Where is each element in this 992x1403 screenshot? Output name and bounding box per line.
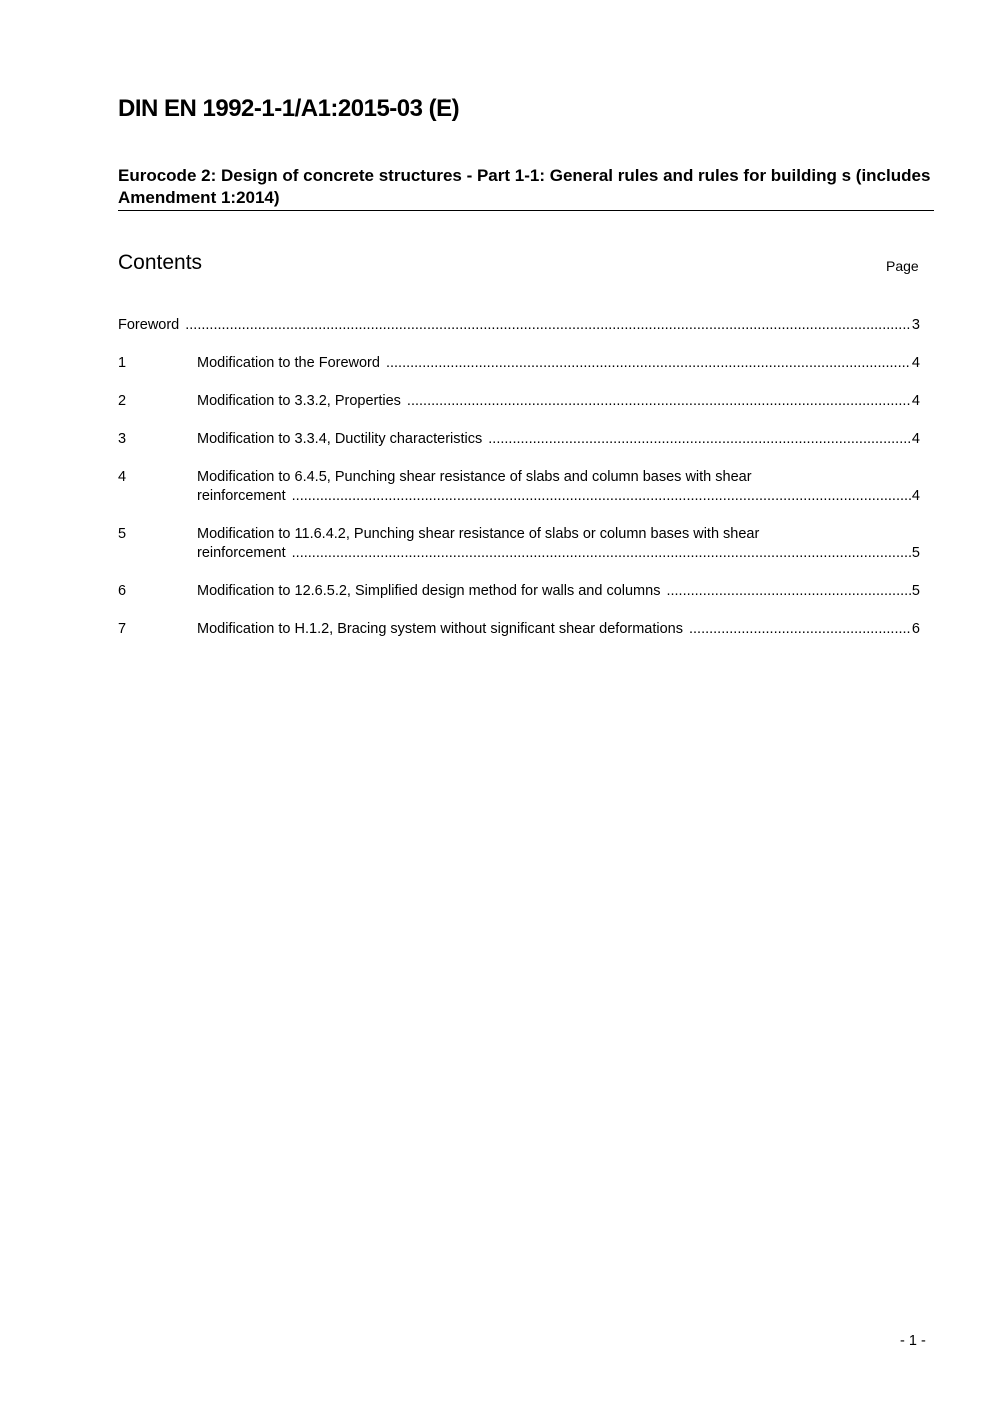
toc-entry-body [197,525,920,563]
toc-entry-6[interactable] [118,582,920,601]
toc-entry-number: 2 [118,393,127,409]
toc-dot-leader [292,544,911,563]
toc-entry-page: 4 [911,355,920,371]
toc-entry-page: 5 [911,583,920,599]
toc-entry-body [197,430,920,449]
toc-entry-page: 6 [911,621,920,637]
toc-entry-5[interactable] [118,525,920,563]
toc-entry-title-first-line: Modification to 6.4.5, Punching shear resistance of slabs and column bases with shear [197,469,752,485]
toc-entry-body [197,468,920,506]
toc-entry-number: 6 [118,583,127,599]
toc-entry-number: 5 [118,526,127,542]
toc-entry-page: 3 [911,317,920,333]
toc-entry-3[interactable] [118,430,920,449]
toc-dot-leader [689,620,911,639]
toc-entry-title-first-line: Modification to 11.6.4.2, Punching shear resistance of slabs or column bases with shear [197,526,760,542]
toc-entry-4[interactable] [118,468,920,506]
toc-entry-body [197,620,920,639]
toc-entry-title: Modification to 3.3.4, Ductility characteristics [197,431,483,447]
toc-dot-leader [488,430,911,449]
toc-entry-title: Modification to 3.3.2, Properties [197,393,401,409]
toc-entry-page: 4 [911,431,920,447]
page-number-footer: - 1 - [900,1333,926,1349]
toc-entry-line [197,392,920,411]
toc-entry-number: 7 [118,621,127,637]
toc-entry-7[interactable] [118,620,920,639]
toc-entry-line [197,620,920,639]
toc-entry-line [118,316,920,335]
contents-heading: Contents [118,251,203,274]
toc-entry-line [197,354,920,373]
toc-entry-body [197,582,920,601]
toc-entry-2[interactable] [118,392,920,411]
toc-entry-title: reinforcement [197,488,286,504]
toc-entry-line [197,430,920,449]
document-code: DIN EN 1992-1-1/A1:2015-03 (E) [118,95,460,122]
toc-dot-leader [407,392,911,411]
table-of-contents [118,316,920,658]
toc-entry-title: Modification to H.1.2, Bracing system without significant shear deformations [197,621,683,637]
toc-entry-number: 1 [118,355,127,371]
toc-entry-body [197,392,920,411]
toc-dot-leader [386,354,911,373]
toc-entry-line [197,582,920,601]
page-column-heading: Page [886,258,919,274]
toc-entry-1[interactable] [118,354,920,373]
toc-entry-body [197,354,920,373]
toc-entry-page: 4 [911,393,920,409]
toc-dot-leader [292,487,911,506]
toc-entry-line [197,487,920,506]
toc-dot-leader [666,582,910,601]
toc-entry-title: Modification to the Foreword [197,355,380,371]
toc-dot-leader [185,316,911,335]
toc-entry-title: Foreword [118,317,180,333]
toc-entry-number: 4 [118,469,127,485]
toc-entry-line [197,544,920,563]
toc-entry-title: reinforcement [197,545,286,561]
toc-entry-page: 4 [911,488,920,504]
document-subtitle: Eurocode 2: Design of concrete structures - Part 1-1: General rules and rules for building s (includes Amendment 1:2014) [118,165,934,211]
toc-entry-body [118,316,920,335]
toc-entry-page: 5 [911,545,920,561]
toc-entry-number: 3 [118,431,127,447]
toc-entry-title: Modification to 12.6.5.2, Simplified design method for walls and columns [197,583,661,599]
toc-entry-foreword[interactable] [118,316,920,335]
